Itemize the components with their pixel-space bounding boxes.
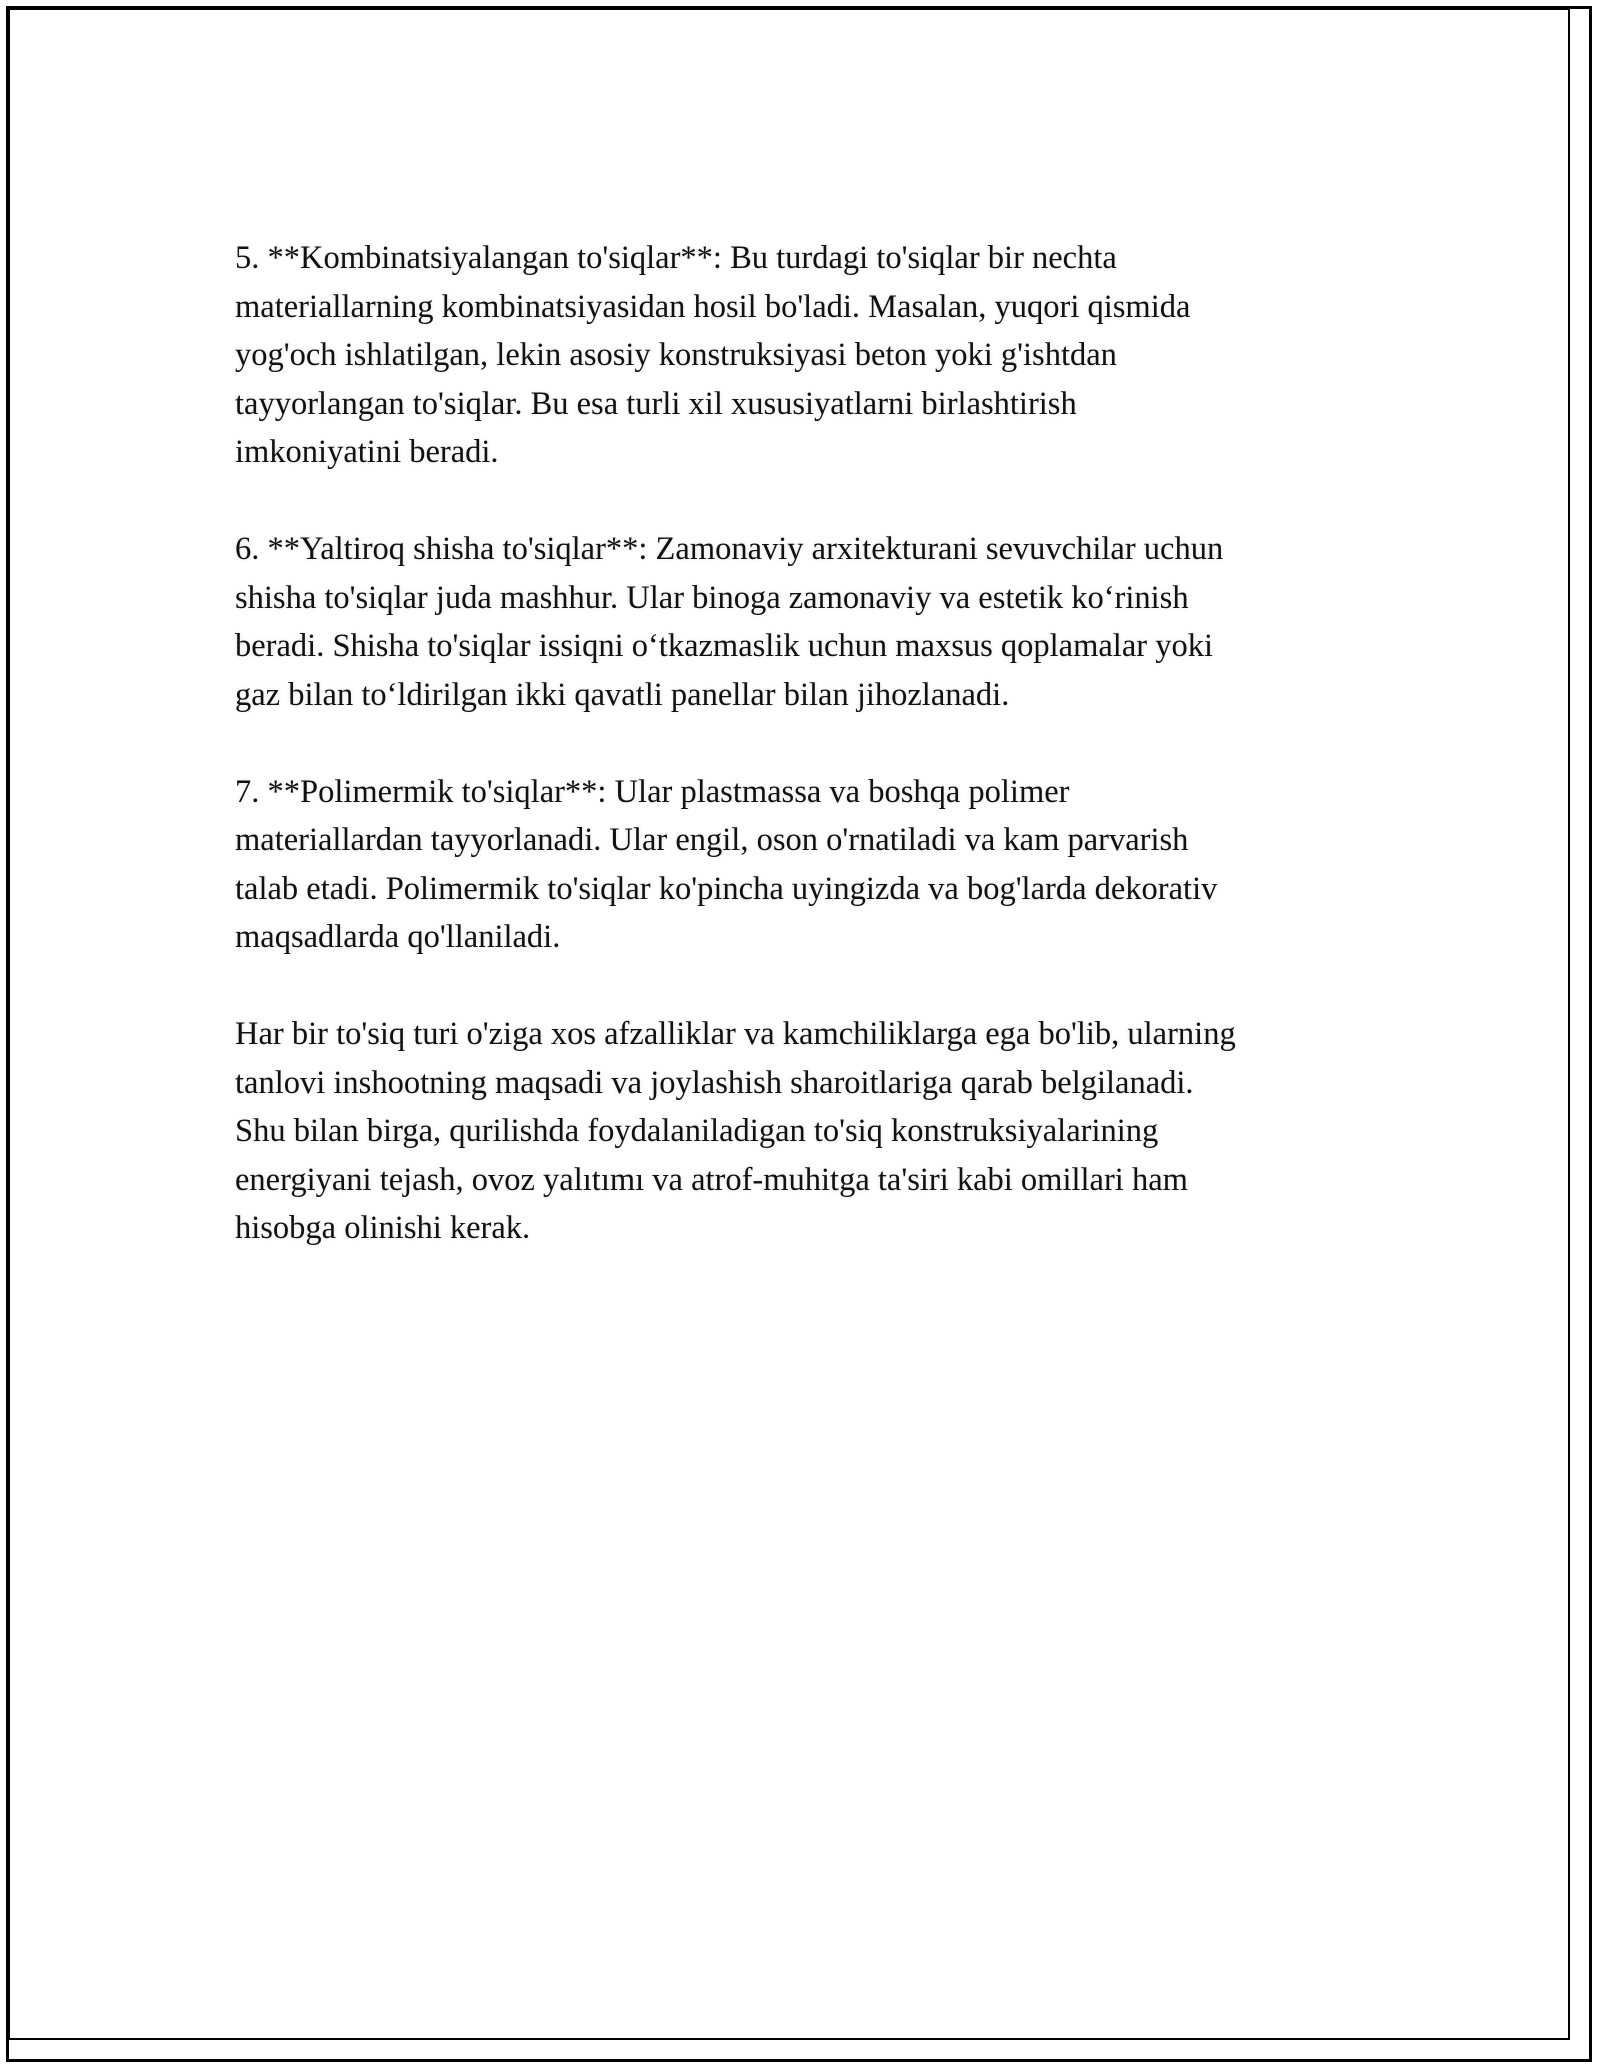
paragraph-glass-barriers: 6. **Yaltiroq shisha to'siqlar**: Zamonaviy arxitekturani sevuvchilar uchun shisha to'siqlar juda mashhur. Ular binoga zamonaviy va estetik ko‘rinish beradi. Shisha to'siqlar issiqni o‘tkazmaslik uchun maxsus qoplamalar yoki gaz bilan to‘ldirilgan ikki qavatli panellar bilan jihozlanadi. bbox=[235, 531, 1224, 713]
document-body bbox=[235, 234, 1375, 1301]
paragraph-combined-barriers: 5. **Kombinatsiyalangan to'siqlar**: Bu turdagi to'siqlar bir nechta materiallarning kombinatsiyasidan hosil bo'ladi. Masalan, yuqori qismida yog'och ishlatilgan, lekin asosiy konstruksiyasi beton yoki g'ishtdan tayyorlangan to'siqlar. Bu esa turli xil xususiyatlarni birlashtirish imkoniyatini beradi. bbox=[235, 240, 1191, 470]
paragraph-conclusion: Har bir to'siq turi o'ziga xos afzalliklar va kamchiliklarga ega bo'lib, ularning tanlovi inshootning maqsadi va joylashish sharoitlariga qarab belgilanadi. Shu bilan birga, qurilishda foydalaniladigan to'siq konstruksiyalarining energiyani tejash, ovoz yalıtımı va atrof-muhitga ta'siri kabi omillari ham hisobga olinishi kerak. bbox=[235, 1016, 1236, 1246]
paragraph-polymer-barriers: 7. **Polimermik to'siqlar**: Ular plastmassa va boshqa polimer materiallardan tayyorlanadi. Ular engil, oson o'rnatiladi va kam parvarish talab etadi. Polimermik to'siqlar ko'pincha uyingizda va bog'larda dekorativ maqsadlarda qo'llaniladi. bbox=[235, 773, 1218, 955]
